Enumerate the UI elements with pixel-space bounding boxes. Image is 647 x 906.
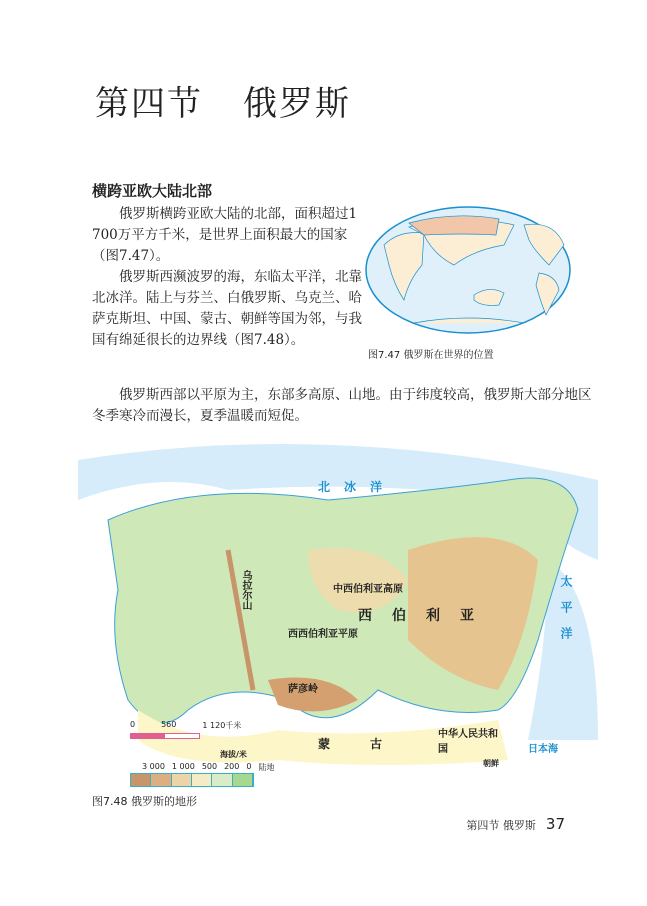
elevation-ticks <box>142 762 274 773</box>
page-title: 第四节 俄罗斯 <box>95 84 351 124</box>
elev-tick: 0 <box>246 762 252 771</box>
elevation-swatch <box>131 774 151 786</box>
scale-tick: 560 <box>161 720 177 729</box>
elev-tick: 3 000 <box>142 762 165 771</box>
elevation-legend-title: 海拔/米 <box>220 750 247 759</box>
label-mongolia: 蒙古 <box>318 737 423 751</box>
label-korea: 朝鲜 <box>483 759 499 768</box>
label-sayan: 萨彦岭 <box>288 684 318 695</box>
elevation-swatch <box>192 774 212 786</box>
figure-caption-7-47: 图7.47 俄罗斯在世界的位置 <box>368 350 494 361</box>
elevation-color-bar <box>130 773 254 787</box>
label-west-siberian-plain: 西西伯利亚平原 <box>288 629 358 640</box>
elevation-swatch <box>233 774 253 786</box>
scale-bar <box>130 733 200 739</box>
label-sea-of-japan: 日本海 <box>528 744 558 755</box>
elevation-swatch <box>151 774 171 786</box>
body-text-2: 俄罗斯西部以平原为主，东部多高原、山地。由于纬度较高，俄罗斯大部分地区冬季寒冷而漫长，夏季温暖而短促。 <box>92 387 592 424</box>
scale-tick: 1 120千米 <box>202 721 242 730</box>
elev-tick: 500 <box>201 762 218 771</box>
elevation-swatch <box>212 774 232 786</box>
scale-tick: 0 <box>130 720 136 729</box>
page-number: 37 <box>545 815 565 833</box>
label-ural-mountains: 乌拉尔山 <box>240 570 251 610</box>
map-legend <box>130 720 274 787</box>
scale-bar-labels <box>130 720 274 731</box>
label-arctic-ocean: 北冰洋 <box>318 480 397 494</box>
label-siberia: 西伯利亚 <box>358 608 494 624</box>
label-pacific-ocean: 太平洋 <box>559 575 573 653</box>
page-footer <box>466 815 565 833</box>
label-china: 中华人民共和国 <box>438 729 498 755</box>
elev-tick: 陆地 <box>258 763 275 772</box>
figure-caption-7-48: 图7.48 俄罗斯的地形 <box>92 795 197 808</box>
elevation-swatch <box>172 774 192 786</box>
elev-tick: 1 000 <box>171 762 195 771</box>
subheading: 横跨亚欧大陆北部 <box>92 182 213 200</box>
body-text: 俄罗斯横跨亚欧大陆的北部，面积超过1 700万平方千米，是世界上面积最大的国家（图7.47）。 俄罗斯西濒波罗的海，东临太平洋，北靠北冰洋。陆上与芬兰、白俄罗斯、乌克兰、哈萨克斯坦、中国、蒙古、朝鲜等国为邻，与我国有绵延很长的边界线（图7.48）。 <box>92 206 362 348</box>
world-map-figure <box>364 205 572 335</box>
footer-section: 第四节 俄罗斯 <box>466 819 536 832</box>
label-central-siberian-plateau: 中西伯利亚高原 <box>333 584 403 595</box>
elev-tick: 200 <box>224 762 240 771</box>
